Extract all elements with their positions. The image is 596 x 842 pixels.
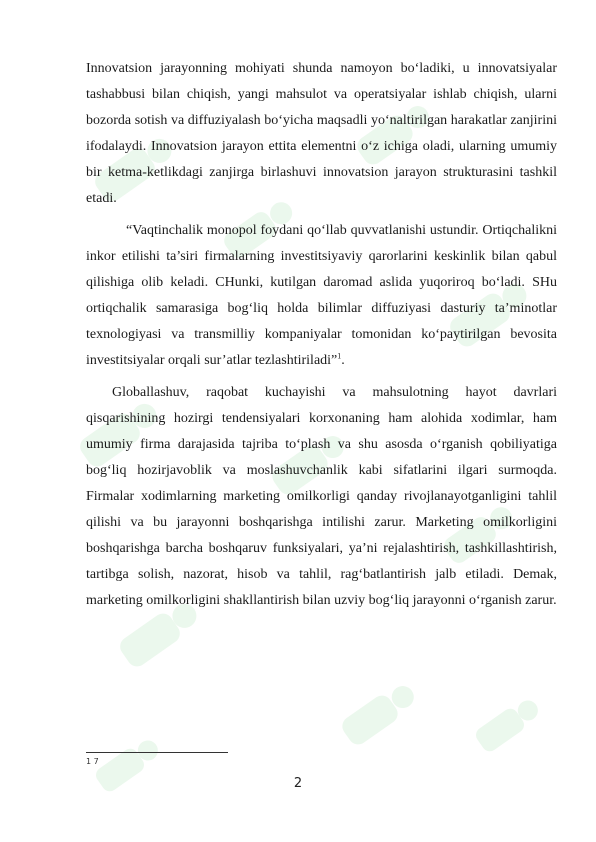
- footnote-reference[interactable]: 1: [337, 351, 342, 361]
- paragraph-1: Innovatsion jarayonning mohiyati shunda namoyon bo‘ladiki, u innovatsiyalar tashabbusi bilan chiqish, yangi mahsulot va operatsiyalar ishlab chiqish, ularni bozorda sotish va diffuziyalash bo‘yicha maqsadli yo‘naltirilgan harakatlar zanjirini ifodalaydi. Innovatsion jarayon ettita elementni o‘z ichiga oladi, ularning umumiy bir ketma-ketlikdagi zanjirga birlashuvi innovatsion jarayon strukturasini tashkil etadi.: [86, 61, 557, 206]
- paragraph-3: Globallashuv, raqobat kuchayishi va mahsulotning hayot davrlari qisqarishining hozirgi tendensiyalari korxonaning ham alohida xodimlar, ham umumiy firma darajasida tajriba to‘plash va shu asosda o‘rganish qobiliyatiga bog‘liq hozirjavoblik va moslashuvchanlik kabi sifatlarini ilgari surmoqda. Firmalar xodimlarning marketing omilkorligi qanday rivojlanayotganligini tahlil qilishi va bu jarayonni boshqarishga intilishi zarur. Marketing omilkorligini boshqarishga barcha boshqaruv funksiyalari, ya’ni rejalashtirish, tashkillashtirish, tartibga solish, nazorat, hisob va tahlil, rag‘batlantirish jalb etiladi. Demak, marketing omilkorligini shakllantirish bilan uzviy bog‘liq jarayonni o‘rganish zarur.: [86, 385, 557, 608]
- footnote-separator: [86, 752, 228, 753]
- footnote-text: 1 7: [86, 757, 99, 766]
- paragraph-2: [86, 218, 557, 374]
- paragraph-2-end: .: [341, 353, 345, 368]
- paragraph-2-text: “Vaqtinchalik monopol foydani qo‘llab quvvatlanishi ustundir. Ortiqchalikni inkor etilishi ta’siri firmalarning investitsiyaviy qarorlarini keskinlik bilan qabul qilishiga olib keladi. CHunki, kutilgan daromad aslida yuqoriroq bo‘ladi. SHu ortiqchalik samarasiga bog‘liq holda bilimlar diffuziyasi dasturiy ta’minotlar texnologiyasi va transmilliy kompaniyalar tomonidan ko‘paytirilgan bevosita investitsiyalar orqali sur’atlar tezlashtiriladi”: [86, 223, 557, 368]
- document-body: [86, 56, 557, 614]
- page-number: 2: [293, 776, 303, 791]
